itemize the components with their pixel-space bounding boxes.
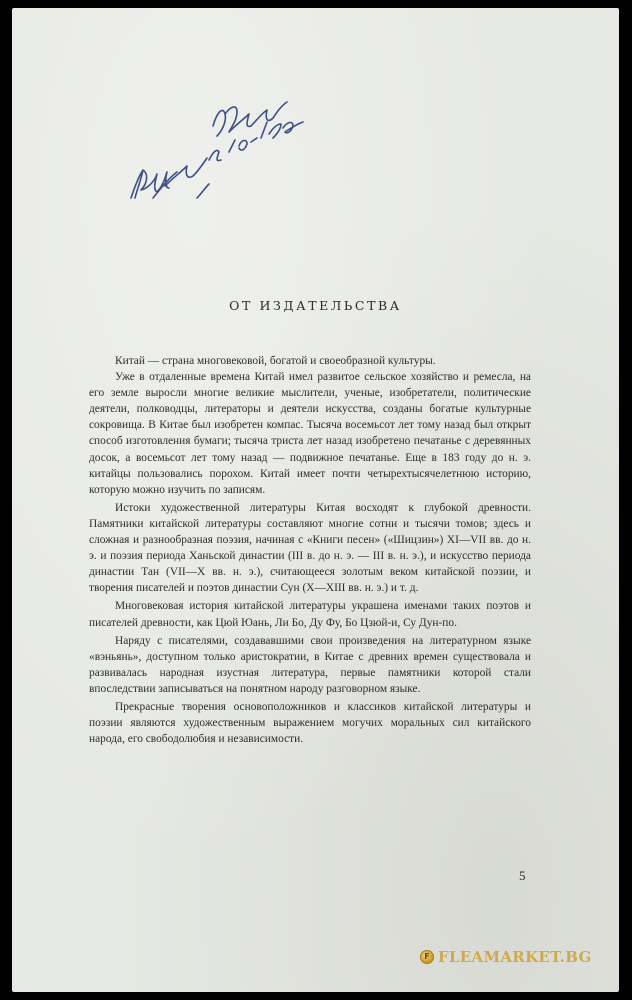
body-text: [89, 353, 531, 747]
watermark: [420, 946, 610, 968]
page-number: 5: [519, 868, 526, 883]
paragraph: Наряду с писателями, создававшими свои произведения на литературном языке «вэньянь», доступном только аристократии, в Китае с древних времен существовала и развивалась народная изустная литература, первые памятники которой стали впоследствии записываться на понятном народу разговорном языке.: [89, 634, 531, 695]
paragraph: Уже в отдаленные времена Китай имел развитое сельское хозяйство и ремесла, на его земле выросли многие великие мыслители, ученые, изобретатели, политические деятели, полководцы, литераторы и деятели искусства, созданы богатые культурные сокровища. В Китае был изобретен компас. Тысяча восемьсот лет тому назад был открыт способ изготовления бумаги; тысяча триста лет назад изобретено печатанье с деревянных досок, а восемьсот лет тому назад — подвижное печатанье. Еще в 183 году до н. э. китайцы пользовались порохом. Китай имеет почти четырехтысячелетнюю историю, которую можно изучить по записям.: [89, 371, 531, 496]
paragraph: Истоки художественной литературы Китая восходят к глубокой древности. Памятники китайской литературы составляют многие сотни и тысячи томов; здесь и сложная и разнообразная поэзия, начиная с «Книги песен» («Шицзин») XI—VII вв. до н. э. и поэзия периода Ханьской династии (III в. до н. э. — III в. н. э.), и искусство периода династии Тан (VII—X вв. н. э.), считающееся золотым веком китайской поэзии, и творения писателей и поэтов династии Сун (X—XIII вв. н. э.) и т. д.: [89, 501, 531, 595]
paragraph: Китай — страна многовековой, богатой и своеобразной культуры.: [115, 355, 436, 367]
watermark-text: FLEAMARKET.BG: [438, 948, 592, 966]
paragraph: Многовековая история китайской литературы украшена именами таких поэтов и писателей древности, как Цюй Юань, Ли Бо, Ду Фу, Бо Цзюй-и, Су Дун-по.: [89, 600, 531, 629]
coin-icon: F: [420, 950, 434, 964]
handwritten-signature: [117, 48, 307, 228]
paragraph: Прекрасные творения основоположников и классиков китайской литературы и поэзии являются художественным выражением могучих моральных сил китайского народа, его свободолюбия и независимости.: [89, 700, 531, 746]
section-heading: ОТ ИЗДАТЕЛЬСТВА: [229, 298, 402, 313]
book-page: [12, 8, 619, 992]
